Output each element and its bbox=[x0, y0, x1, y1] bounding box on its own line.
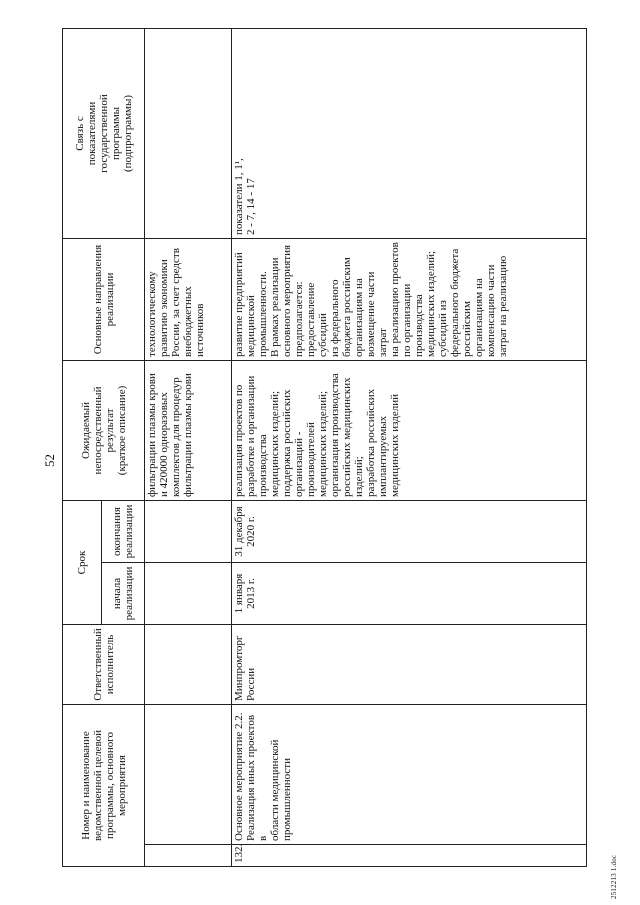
cell-empty bbox=[145, 845, 232, 867]
cell-directions: развитие предприятий медицинской промышленности. В рамках реализации основного мероприятия предполагается: предоставление субсидий из федерального бюджета российским организациям на возмещение части затрат на реализацию проектов по организации производства медицинских изделий; субсидий из федерального бюджета российским организациям на компенсацию части затрат на реализацию bbox=[232, 238, 587, 360]
cell-result-continuation: фильтрации плазмы крови и 420000 одноразовых комплектов для процедур фильтрации плазмы крови bbox=[145, 360, 232, 500]
cell-end-date: 31 декабря 2020 г. bbox=[232, 500, 587, 562]
header-term: Срок bbox=[63, 500, 102, 624]
cell-activity-name: Основное мероприятие 2.2. Реализация иных проектов в области медицинской промышленности bbox=[232, 704, 587, 844]
page-number: 52 bbox=[42, 454, 57, 467]
header-term-end: окончания реализации bbox=[102, 500, 145, 562]
header-directions: Основные направления реализации bbox=[63, 238, 145, 360]
cell-start-date: 1 января 2013 г. bbox=[232, 562, 587, 624]
cell-empty bbox=[145, 500, 232, 562]
cell-executor: Минпромторг России bbox=[232, 624, 587, 704]
cell-indicators-link: показатели 1, 1¹, 2 - 7, 14 - 17 bbox=[232, 28, 587, 238]
footer-doc-code: 2512213 1.doc bbox=[610, 854, 618, 899]
cell-empty bbox=[145, 704, 232, 844]
cell-directions-continuation: технологическому развитию экономики России, за счет средств внебюджетных источников bbox=[145, 238, 232, 360]
table-row-continuation bbox=[145, 28, 232, 866]
header-result: Ожидаемый непосредственный результат (краткое описание) bbox=[63, 360, 145, 500]
cell-empty bbox=[145, 624, 232, 704]
header-link: Связь с показателями государственной программы (подпрограммы) bbox=[63, 28, 145, 238]
table-row-132 bbox=[232, 28, 587, 866]
cell-empty bbox=[145, 28, 232, 238]
cell-empty bbox=[145, 562, 232, 624]
cell-expected-result: реализация проектов по разработке и организации производства медицинских изделий; поддержка российских организаций - производителей медицинских изделий; организация производства российских медицинских изделий; разработка российских имплантируемых медицинских изделий bbox=[232, 360, 587, 500]
header-program: Номер и наименование ведомственной целевой программы, основного мероприятия bbox=[63, 704, 145, 866]
header-term-start: начала реализации bbox=[102, 562, 145, 624]
program-activities-table bbox=[62, 28, 587, 867]
cell-row-number: 132. bbox=[232, 845, 587, 867]
header-executor: Ответственный исполнитель bbox=[63, 624, 145, 704]
